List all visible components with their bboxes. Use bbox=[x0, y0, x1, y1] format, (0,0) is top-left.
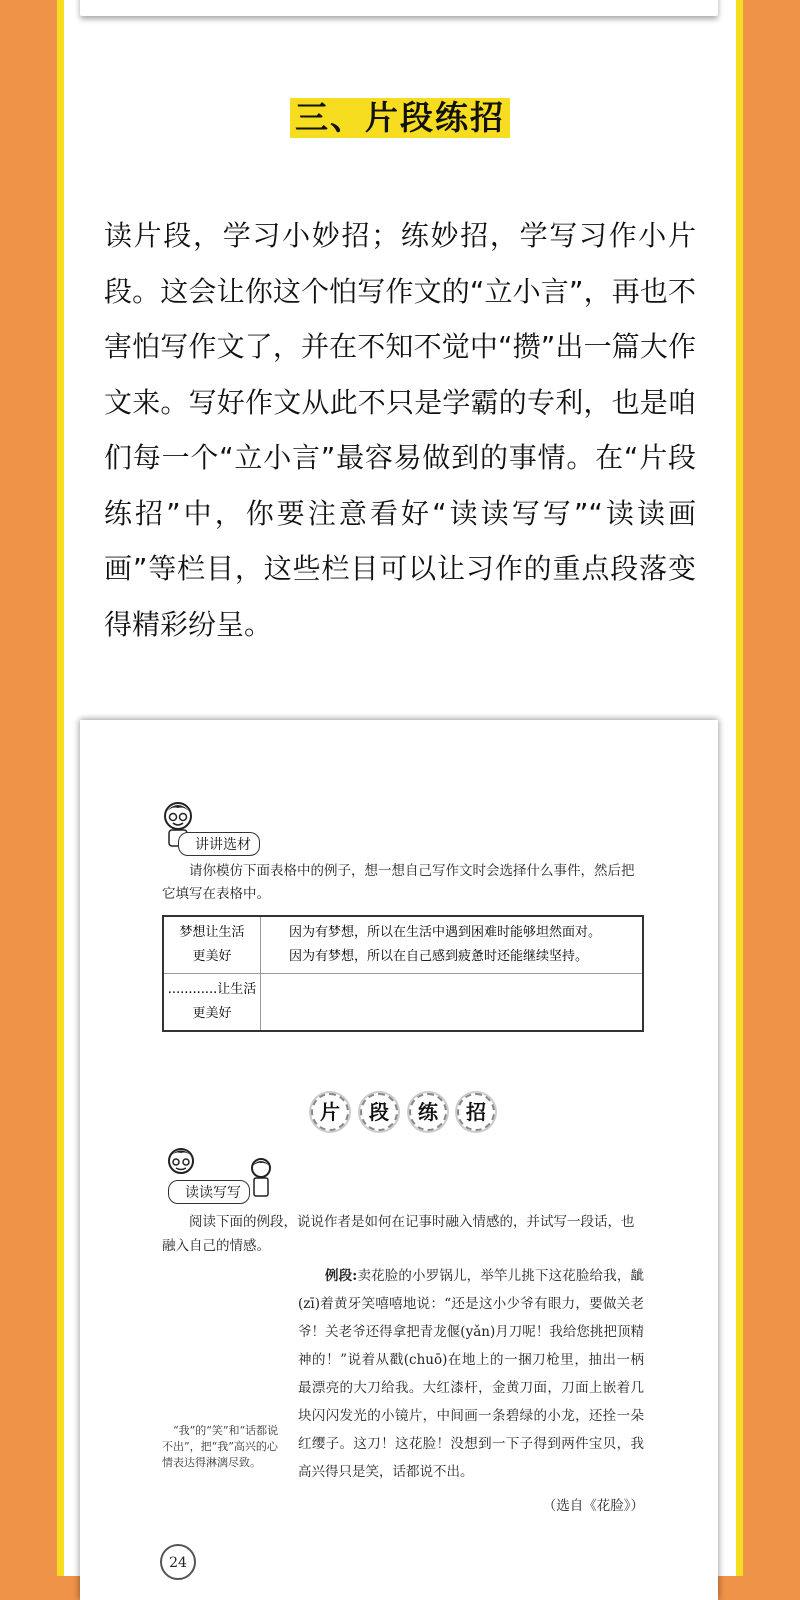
girl-mascot-icon bbox=[246, 1156, 276, 1200]
cell-text: 因为有梦想，所以在生活中遇到困难时能够坦然面对。 bbox=[289, 925, 602, 940]
choice-table bbox=[162, 915, 644, 1032]
table-cell-empty[interactable] bbox=[261, 974, 644, 1032]
blank-line: ............ bbox=[167, 982, 218, 997]
badge-zhao: 招 bbox=[457, 1093, 495, 1131]
badge-pian: 片 bbox=[311, 1093, 349, 1131]
instruction-choose-material: 请你模仿下面表格中的例子，想一想自己写作文时会选择什么事件，然后把它填写在表格中。 bbox=[162, 863, 635, 902]
cell-text bbox=[164, 978, 260, 1002]
table-row bbox=[163, 974, 643, 1032]
badge-duan: 段 bbox=[360, 1093, 398, 1131]
table-cell bbox=[163, 974, 261, 1032]
section-heading bbox=[0, 98, 800, 138]
cell-text: 让生活 bbox=[217, 982, 257, 997]
page-number-badge bbox=[160, 1544, 196, 1580]
intro-paragraph: 读片段，学习小妙招；练妙招，学写习作小片段。这会让你这个怕写作文的“立小言”，再也不害怕写作文了，并在不知不觉中“攒”出一篇大作文来。写好作文从此不只是学霸的专利，也是咱们每一个“立小言”最容易做到的事情。在“片段练招”中，你要注意看好“读读写写”“读读画画”等栏目，这些栏目可以让习作的重点段落变得精彩纷呈。 bbox=[104, 219, 696, 641]
cell-text: 更美好 bbox=[192, 1006, 232, 1021]
badge-lian: 练 bbox=[409, 1093, 447, 1131]
source-citation: （选自《花脸》） bbox=[542, 1498, 644, 1514]
cell-text: 更美好 bbox=[192, 949, 232, 964]
example-label: 例段: bbox=[325, 1268, 358, 1284]
cell-text: 因为有梦想，所以在自己感到疲惫时还能继续坚持。 bbox=[289, 949, 589, 964]
example-passage bbox=[298, 1262, 644, 1486]
example-text: 卖花脸的小罗锅儿，举竿儿挑下这花脸给我，龇(zī)着黄牙笑嘻嘻地说：“还是这小少爷有眼力，要做关老爷！关老爷还得拿把青龙偃(yǎn)月刀呢！我给您挑把顶精神的！”说着从戳(chuō)在地上的一捆刀枪里，抽出一柄最漂亮的大刀给我。大红漆杆，金黄刀面，刀面上嵌着几块闪闪发光的小镜片，中间画一条碧绿的小龙，还拴一朵红缨子。这刀！这花脸！没想到一下子得到两件宝贝，我高兴得只是笑，话都说不出。 bbox=[298, 1268, 645, 1480]
section-title: 三、片段练招 bbox=[290, 98, 510, 138]
side-note: “我”的“笑”和“话都说不出”，把“我”高兴的心情表达得淋漓尽致。 bbox=[162, 1424, 279, 1469]
table-row bbox=[163, 916, 643, 974]
tag-choose-material: 讲讲选材 bbox=[178, 832, 260, 856]
table-cell bbox=[163, 916, 261, 974]
tag-read-write: 读读写写 bbox=[168, 1180, 250, 1204]
instruction-read-write: 阅读下面的例段，说说作者是如何在记事时融入情感的，并试写一段话，也融入自己的情感。 bbox=[162, 1214, 635, 1254]
previous-page-card bbox=[80, 0, 718, 16]
cell-text: 梦想让生活 bbox=[179, 925, 245, 940]
table-cell bbox=[261, 916, 644, 974]
page-number: 24 bbox=[169, 1555, 187, 1571]
